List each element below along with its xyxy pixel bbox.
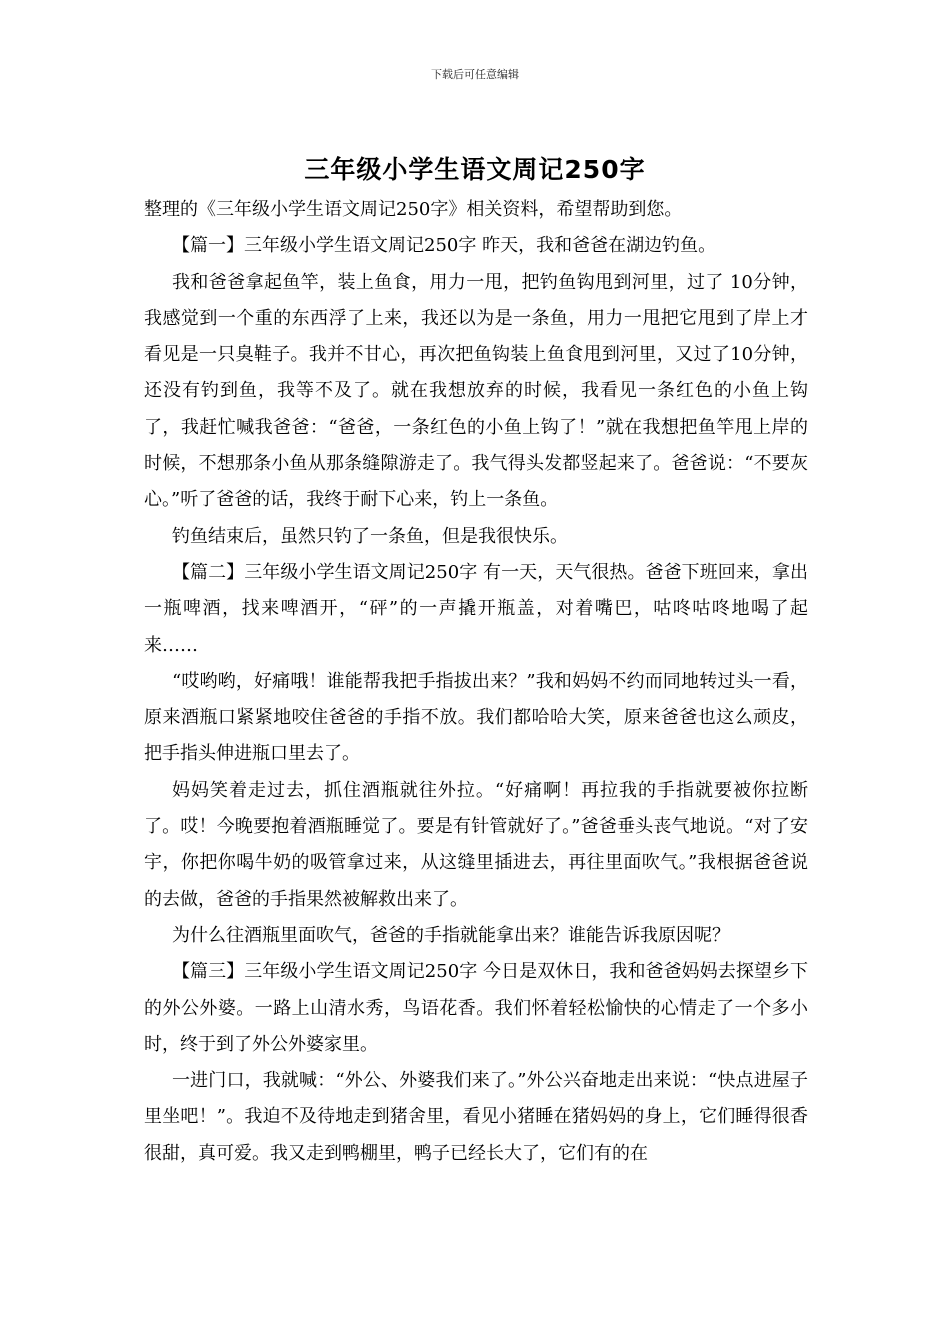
section-one-body-paragraph: 我和爸爸拿起鱼竿，装上鱼食，用力一甩，把钓鱼钩甩到河里，过了 10分钟，我感觉到一个重的东西浮了上来，我还以为是一条鱼，用力一甩把它甩到了岸上才看见是一只臭鞋子。我并不甘心，再次把鱼钩装上鱼食甩到河里，又过了10分钟，还没有钓到鱼，我等不及了。就在我想放弃的时候，我看见一条红色的小鱼上钩了，我赶忙喊我爸爸：“爸爸，一条红色的小鱼上钩了！”就在我想把鱼竿甩上岸的时候，不想那条小鱼从那条缝隙游走了。我气得头发都竖起来了。爸爸说：“不要灰心。”听了爸爸的话，我终于耐下心来，钓上一条鱼。 [144, 271, 808, 511]
section-two-body-paragraph: “哎哟哟，好痛哦！谁能帮我把手指拔出来？”我和妈妈不约而同地转过头一看，原来酒瓶口紧紧地咬住爸爸的手指不放。我们都哈哈大笑，原来爸爸也这么顽皮，把手指头伸进瓶口里去了。 [144, 670, 808, 765]
document-body [144, 192, 808, 1172]
document-title: 三年级小学生语文周记250字 [304, 155, 646, 184]
section-one-heading-paragraph: 【篇一】三年级小学生语文周记250字 昨天，我和爸爸在湖边钓鱼。 [172, 235, 717, 257]
section-two-ending-paragraph: 为什么往酒瓶里面吹气，爸爸的手指就能拿出来？谁能告诉我原因呢？ [172, 924, 730, 946]
section-two-body-paragraph: 妈妈笑着走过去，抓住酒瓶就往外拉。“好痛啊！再拉我的手指就要被你拉断了。哎！今晚要抱着酒瓶睡觉了。要是有针管就好了。”爸爸垂头丧气地说。“对了安宇，你把你喝牛奶的吸管拿过来，从这缝里插进去，再往里面吹气。”我根据爸爸说的去做，爸爸的手指果然被解救出来了。 [144, 779, 808, 910]
section-one-ending-paragraph: 钓鱼结束后，虽然只钓了一条鱼，但是我很快乐。 [172, 525, 568, 547]
intro-paragraph: 整理的《三年级小学生语文周记250字》相关资料，希望帮助到您。 [144, 199, 683, 220]
section-three-heading-paragraph: 【篇三】三年级小学生语文周记250字 今日是双休日，我和爸爸妈妈去探望乡下的外公外婆。一路上山清水秀，鸟语花香。我们怀着轻松愉快的心情走了一个多小时，终于到了外公外婆家里。 [144, 961, 808, 1055]
section-two-heading-paragraph: 【篇二】三年级小学生语文周记250字 有一天，天气很热。爸爸下班回来，拿出一瓶啤酒，找来啤酒开，“砰”的一声撬开瓶盖，对着嘴巴，咕咚咕咚地喝了起来…… [144, 561, 808, 656]
section-three-body-paragraph: 一进门口，我就喊：“外公、外婆我们来了。”外公兴奋地走出来说：“快点进屋子里坐吧！”。我迫不及待地走到猪舍里，看见小猪睡在猪妈妈的身上，它们睡得很香很甜，真可爱。我又走到鸭棚里，鸭子已经长大了，它们有的在 [144, 1070, 808, 1164]
page-header-note: 下载后可任意编辑 [431, 68, 519, 81]
